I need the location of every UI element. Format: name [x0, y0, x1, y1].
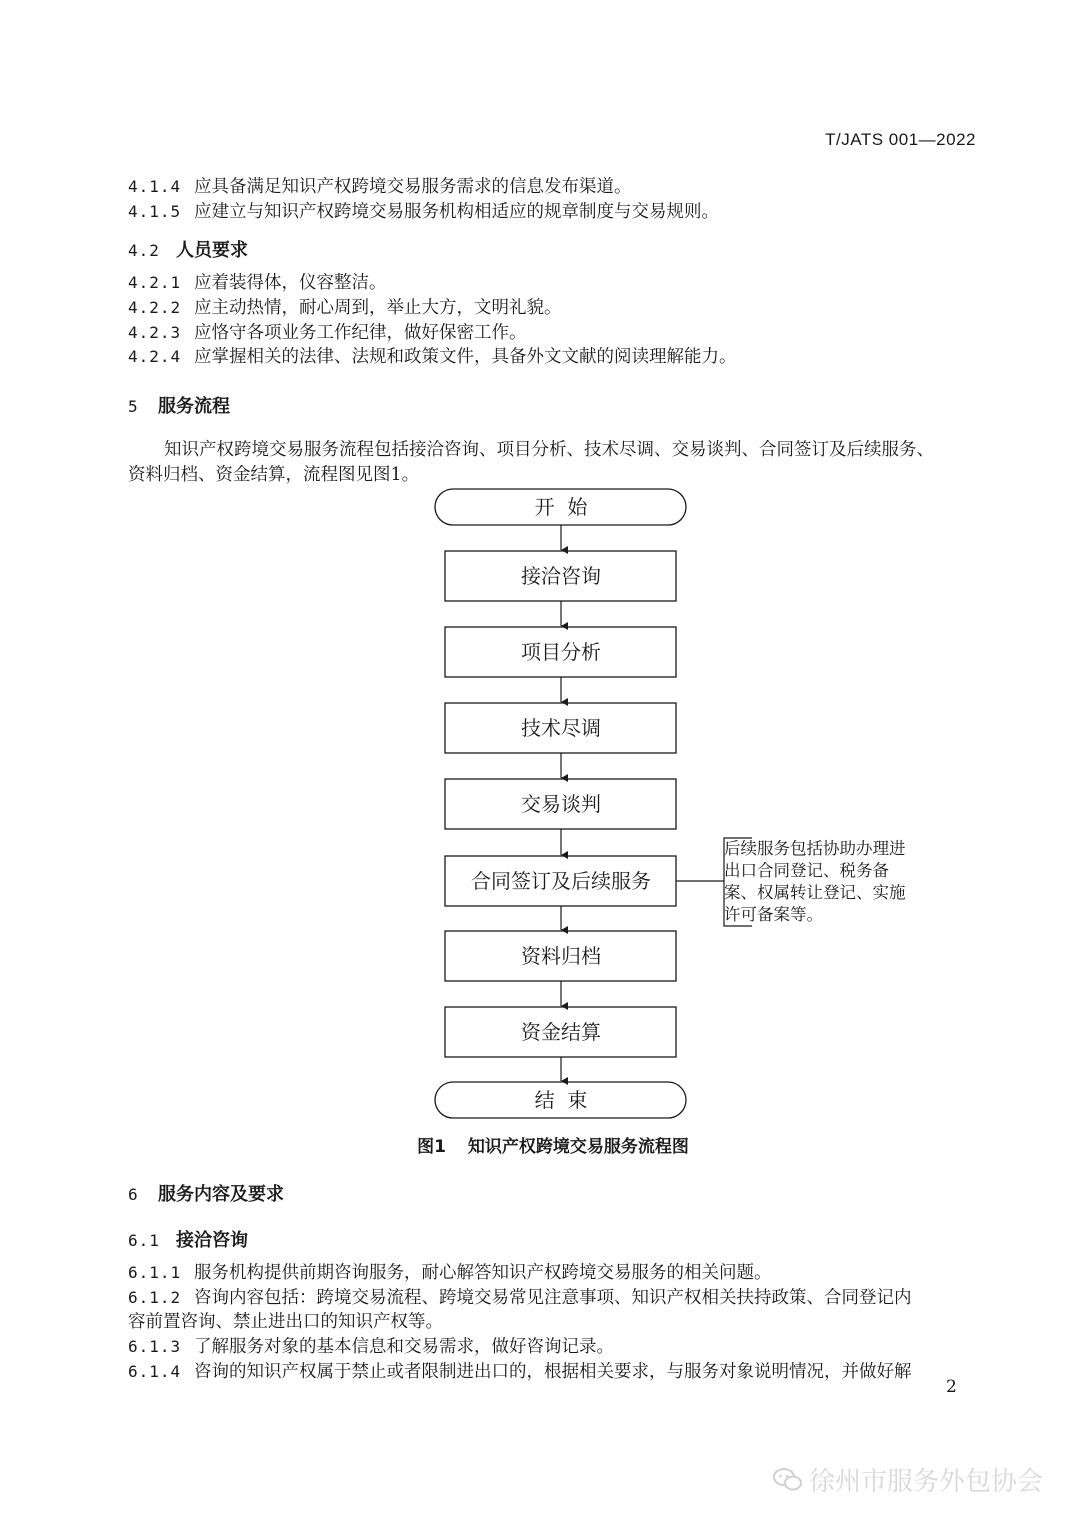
section-title: 服务内容及要求 [158, 1184, 284, 1205]
clause-6-1-2 [128, 1286, 912, 1310]
clause-text: 咨询内容包括：跨境交易流程、跨境交易常见注意事项、知识产权相关扶持政策、合同登记内 [194, 1288, 912, 1308]
flow-step-label: 交易谈判 [521, 792, 601, 816]
section-number: 5 [128, 397, 139, 416]
flow-step-label: 资料归档 [521, 944, 601, 968]
section-number: 4.2 [128, 241, 160, 260]
section-title: 接洽咨询 [176, 1230, 248, 1251]
clause-6-1-1 [128, 1261, 772, 1285]
clause-6-1-3 [128, 1335, 614, 1359]
flow-step-label: 接洽咨询 [521, 564, 601, 588]
clause-text: 服务机构提供前期咨询服务，耐心解答知识产权跨境交易服务的相关问题。 [194, 1263, 772, 1283]
note-line: 后续服务包括协助办理进 [724, 839, 906, 858]
figure-caption [0, 1132, 1080, 1157]
flow-step-label: 项目分析 [521, 640, 601, 664]
clause-number: 4.2.3 [128, 323, 182, 342]
clause-number: 4.2.4 [128, 347, 182, 366]
clause-text: 应掌握相关的法律、法规和政策文件，具备外文文献的阅读理解能力。 [194, 347, 737, 367]
flow-step-label: 技术尽调 [521, 716, 601, 740]
section-title: 服务流程 [158, 396, 230, 417]
clause-6-1-4 [128, 1360, 912, 1384]
section-number: 6.1 [128, 1231, 160, 1250]
clause-text: 了解服务对象的基本信息和交易需求，做好咨询记录。 [194, 1337, 614, 1357]
clause-number: 6.1.4 [128, 1362, 182, 1381]
clause-number: 4.1.5 [128, 202, 182, 221]
page-number: 2 [946, 1377, 957, 1397]
clause-text: 应恪守各项业务工作纪律，做好保密工作。 [194, 323, 527, 343]
flow-start-label: 开 始 [534, 495, 588, 519]
clause-text: 应着装得体，仪容整洁。 [194, 273, 387, 293]
watermark [773, 1461, 1043, 1498]
flow-step-label: 资金结算 [521, 1020, 601, 1044]
flow-end-label: 结 束 [534, 1088, 588, 1112]
note-line: 案、权属转让登记、实施 [724, 883, 906, 902]
clause-text: 应建立与知识产权跨境交易服务机构相适应的规章制度与交易规则。 [194, 202, 719, 222]
document-code: T/JATS 001—2022 [825, 130, 976, 149]
section-title: 人员要求 [176, 240, 248, 261]
watermark-text: 徐州市服务外包协会 [809, 1467, 1044, 1497]
section-5-paragraph-line-1: 知识产权跨境交易服务流程包括接洽咨询、项目分析、技术尽调、交易谈判、合同签订及后续服务、 [164, 440, 934, 460]
section-heading-6 [128, 1180, 284, 1206]
clause-6-1-2-continued: 容前置咨询、禁止进出口的知识产权等。 [128, 1312, 443, 1332]
clause-text: 咨询的知识产权属于禁止或者限制进出口的，根据相关要求，与服务对象说明情况，并做好解 [194, 1362, 912, 1382]
figure-label: 图1 [417, 1137, 446, 1157]
section-5-paragraph-line-2: 资料归档、资金结算，流程图见图1。 [128, 465, 420, 485]
clause-number: 4.2.1 [128, 273, 182, 292]
clause-text: 应主动热情，耐心周到，举止大方，文明礼貌。 [194, 298, 562, 318]
section-number: 6 [128, 1185, 139, 1204]
wechat-icon [773, 1467, 803, 1493]
figure-title: 知识产权跨境交易服务流程图 [467, 1137, 689, 1157]
flow-step-label: 合同签订及后续服务 [471, 869, 651, 893]
note-line: 许可备案等。 [724, 905, 823, 924]
note-line: 出口合同登记、税务备 [724, 861, 889, 880]
clause-number: 4.1.4 [128, 177, 182, 196]
clause-number: 6.1.1 [128, 1263, 182, 1282]
clause-number: 6.1.3 [128, 1337, 182, 1356]
clause-number: 4.2.2 [128, 298, 182, 317]
section-heading-6-1 [128, 1226, 248, 1252]
clause-number: 6.1.2 [128, 1288, 182, 1307]
clause-text: 应具备满足知识产权跨境交易服务需求的信息发布渠道。 [194, 177, 632, 197]
